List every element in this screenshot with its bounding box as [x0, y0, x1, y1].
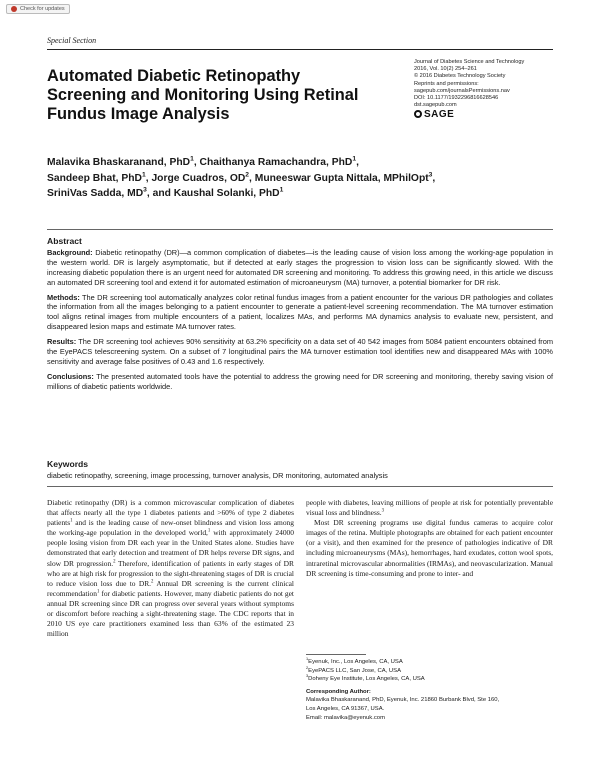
abstract-heading: Abstract	[47, 236, 82, 246]
methods-text: The DR screening tool automatically analyzes color retinal fundus images from a patient encounter for the various DR pathologies and collates the information from all the images belonging to a patient encounter to generate a patient-level screening recommendation. The MA turnover estimation tool aligns retinal images from multiple encounters of a patient, localizes MAs, and performs MA dynamics analysis to evaluate new, persistent, and disappeared lesion maps and estimate MA turnover rates.	[47, 292, 554, 332]
affiliation-marker: 1	[141, 171, 146, 179]
keywords-text: diabetic retinopathy, screening, image processing, turnover analysis, DR monitoring, automated analysis	[47, 470, 388, 480]
journal-name: Journal of Diabetes Science and Technology	[414, 59, 525, 65]
affiliation-marker: 3	[306, 674, 309, 679]
citation-marker: 2	[151, 579, 154, 585]
citation-marker: 1	[207, 528, 211, 534]
author-name: , Chaithanya Ramachandra, PhD	[193, 157, 353, 168]
journal-volume: 2016, Vol. 10(2) 254–261	[414, 66, 477, 73]
body-text: for diabetic patients. However, many diabetic patients do not get annual DR screening since DR can progress over several years without symptoms or discomfort before reaching a sight-threatening stage. The CDC reports that in 2010 US eye care practitioners examined less than 63% of the estimated 23 million	[47, 588, 294, 639]
abstract-results	[47, 337, 553, 367]
affiliation-divider	[306, 654, 366, 655]
author-name: Malavika Bhaskaranand, PhD	[47, 157, 191, 168]
copyright-line: © 2016 Diabetes Technology Society	[414, 73, 506, 80]
corresponding-author-address: Los Angeles, CA 91367, USA.	[306, 705, 385, 712]
author-name: , Jorge Cuadros, OD	[145, 172, 246, 184]
results-text: The DR screening tool achieves 90% sensitivity at 63.2% specificity on a data set of 40 542 images from 5084 patient encounters obtained from the EyePACS telescreening system. On a subset of 7 longitudinal pairs the MA turnover estimation tool identifies new and disappeared MAs with 100% sensitivity and average false positives of 0.43 and 1.6 respectively.	[47, 337, 553, 366]
author-name: , Muneeswar Gupta Nittala, MPhilOpt	[249, 172, 429, 184]
doi-link[interactable]: DOI: 10.1177/1932296816628546	[414, 95, 499, 102]
abstract-methods	[47, 293, 553, 333]
header-divider	[47, 49, 553, 50]
keywords	[47, 460, 553, 481]
results-label: Results:	[47, 337, 77, 347]
conclusions-label: Conclusions:	[47, 371, 94, 381]
author-line-2	[47, 171, 517, 187]
abstract-divider	[47, 229, 553, 230]
affiliation-marker: 1	[352, 155, 357, 163]
body-text: people with diabetes, leaving millions of people at risk for potentially preventable visual loss and blindness.	[306, 498, 553, 518]
conclusions-text: The presented automated tools have the potential to address the growing need for DR screening and monitoring, thereby saving vision of millions of diabetic patients worldwide.	[47, 371, 553, 391]
check-for-updates-badge[interactable]	[6, 4, 70, 14]
affiliations	[306, 658, 553, 722]
citation-marker: 1	[70, 518, 73, 524]
citation-marker: 2	[113, 559, 116, 565]
affiliation-marker: 3	[428, 171, 433, 179]
body-text: and is the leading cause of new-onset blindness and vision loss among the working-age population in the developed world,	[47, 518, 294, 538]
abstract	[47, 237, 553, 397]
affiliation-text: EyePACS LLC, San Jose, CA, USA	[308, 667, 402, 674]
body-right-column	[306, 498, 553, 579]
affiliation-marker: 1	[190, 155, 194, 163]
author-line-3	[47, 186, 517, 202]
article-title: Automated Diabetic Retinopathy Screening and Monitoring Using Retinal Fundus Image Analysis	[47, 67, 359, 123]
affiliation-marker: 2	[306, 665, 309, 670]
corresponding-author-email[interactable]: Email: malavika@eyenuk.com	[306, 714, 385, 721]
body-text: Diabetic retinopathy (DR) is a common microvascular complication of diabetes that affects nearly all the type 1 diabetes patients and >60% of type 2 diabetes patients	[47, 498, 294, 528]
keywords-heading: Keywords	[47, 459, 89, 469]
affiliation-item	[306, 665, 553, 679]
corresponding-author-heading: Corresponding Author:	[306, 688, 371, 695]
update-icon	[11, 6, 17, 12]
methods-label: Methods:	[47, 292, 80, 302]
sage-logo	[414, 110, 564, 118]
background-label: Background:	[47, 247, 93, 257]
corresponding-author-address: Malavika Bhaskaranand, PhD, Eyenuk, Inc. 21860 Burbank Blvd, Ste 160,	[306, 697, 500, 704]
publication-info	[414, 59, 564, 118]
affiliation-item	[306, 675, 553, 684]
affiliation-marker: 2	[245, 171, 250, 179]
affiliation-marker: 1	[306, 657, 309, 662]
body-left-column	[47, 498, 294, 639]
citation-marker: 3	[381, 508, 385, 514]
affiliation-text: Doheny Eye Institute, Los Angeles, CA, USA	[308, 676, 425, 683]
affiliation-item	[306, 658, 553, 667]
reprints-link[interactable]: sagepub.com/journalsPermissions.nav	[414, 87, 510, 94]
citation-marker: 1	[96, 589, 100, 595]
sage-ring-icon	[414, 110, 422, 118]
author-list	[47, 155, 517, 202]
affiliation-marker: 1	[279, 186, 284, 194]
check-for-updates-label: Check for updates	[20, 6, 65, 12]
affiliation-marker: 3	[143, 186, 147, 194]
author-separator: ,	[432, 172, 436, 184]
section-label: Special Section	[47, 36, 97, 45]
body-paragraph	[47, 498, 294, 639]
author-name: , and Kaushal Solanki, PhD	[146, 188, 280, 200]
body-paragraph: Most DR screening programs use digital fundus cameras to acquire color images of the retina. Multiple photographs are obtained for each patient encounter (or a visit), and then examined for the presence of pathologies indicative of DR including microaneurysms (MAs), hemorrhages, hard exudates, cotton wool spots, intraretinal microvascular abnormalities (IRMAs), and neovascularization. Manual DR screening is time-consuming and prone to inter- and	[306, 518, 553, 578]
author-line-1	[47, 155, 517, 171]
body-text: Annual DR screening is the current clinical recommendation	[47, 578, 294, 598]
author-separator: ,	[356, 157, 359, 168]
author-name: Sandeep Bhat, PhD	[47, 172, 142, 184]
abstract-conclusions	[47, 372, 553, 392]
sage-wordmark: SAGE	[424, 108, 455, 120]
abstract-background	[47, 248, 553, 288]
keywords-divider	[47, 486, 553, 487]
body-text: with approximately 24000 people losing vision from DR each year in the United States alone. Studies have demonstrated that early detection and treatment of DR helps reverse DR signs, and slow DR progression.	[47, 528, 294, 568]
journal-site-link[interactable]: dst.sagepub.com	[414, 102, 457, 109]
background-text: Diabetic retinopathy (DR)—a common complication of diabetes—is the leading cause of vision loss among the working-age population in the western world. DR is largely asymptomatic, but if detected at early stages the progression to vision loss can be significantly slowed. With the increasing diabetic population there is an urgent need for automated DR screening and monitoring. To address this growing need, in this article we discuss an automated DR screening tool and extend it for automated estimation of microaneurysm (MA) turnover, a potential biomarker for DR risk.	[47, 247, 553, 287]
body-paragraph	[306, 498, 553, 518]
author-name: SriniVas Sadda, MD	[47, 188, 144, 200]
reprints-label: Reprints and permissions:	[414, 80, 479, 87]
body-text: Therefore, identification of patients in early stages of DR who are at high risk for progression to the sight-threatening stages of DR is crucial to reduce vision loss due to DR.	[47, 558, 295, 588]
affiliation-text: Eyenuk, Inc., Los Angeles, CA, USA	[308, 659, 403, 665]
